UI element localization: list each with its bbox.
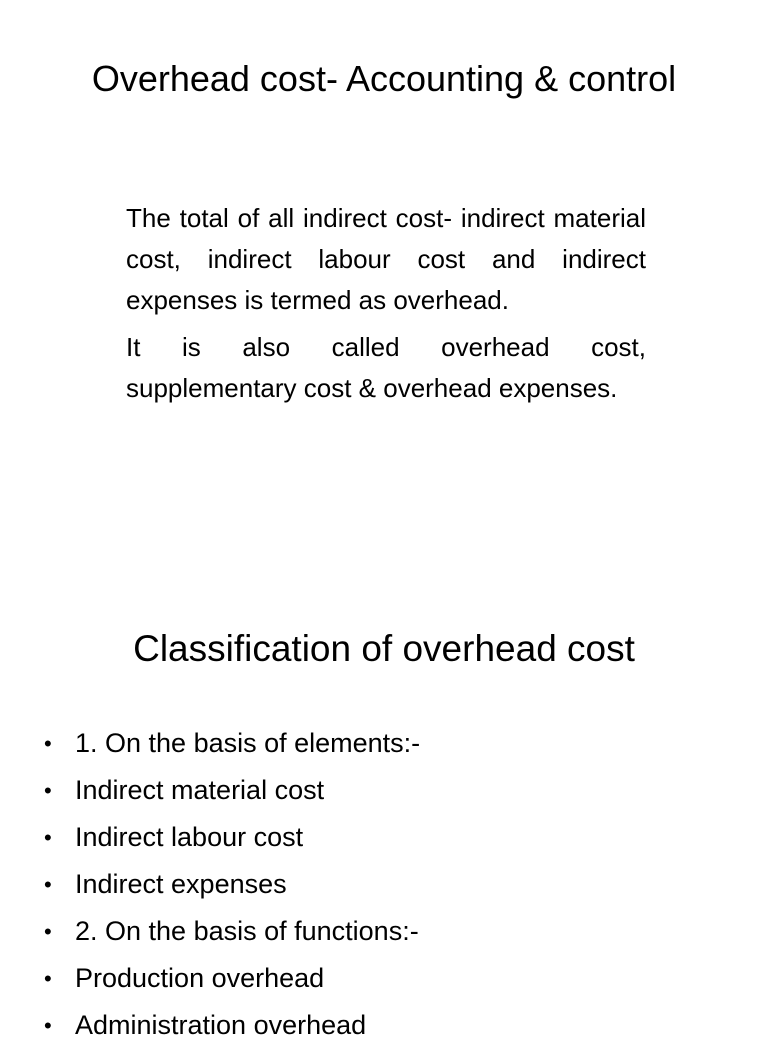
list-item: • Indirect labour cost (44, 814, 744, 861)
list-item: • 2. On the basis of functions:- (44, 908, 744, 955)
classification-list (44, 720, 744, 1049)
slide-title-overhead-cost: Overhead cost- Accounting & control (91, 58, 677, 99)
list-item: • 1. On the basis of elements:- (44, 720, 744, 767)
bullet-icon: • (44, 872, 52, 897)
bullet-icon: • (44, 1013, 52, 1038)
bullet-icon: • (44, 731, 52, 756)
bullet-icon: • (44, 966, 52, 991)
bullet-icon: • (44, 919, 52, 944)
bullet-icon: • (44, 825, 52, 850)
list-item: • Indirect material cost (44, 767, 744, 814)
slide-title-classification: Classification of overhead cost (133, 628, 635, 669)
alternate-names-paragraph: It is also called overhead cost, supplementary cost & overhead expenses. (126, 332, 646, 403)
list-item: • Indirect expenses (44, 861, 744, 908)
bullet-icon: • (44, 778, 52, 803)
list-item: • Production overhead (44, 955, 744, 1002)
list-item: • Administration overhead (44, 1002, 744, 1049)
definition-paragraph: The total of all indirect cost- indirect material cost, indirect labour cost and indirect expenses is termed as overhead. (126, 203, 646, 315)
definition-text (126, 198, 646, 415)
